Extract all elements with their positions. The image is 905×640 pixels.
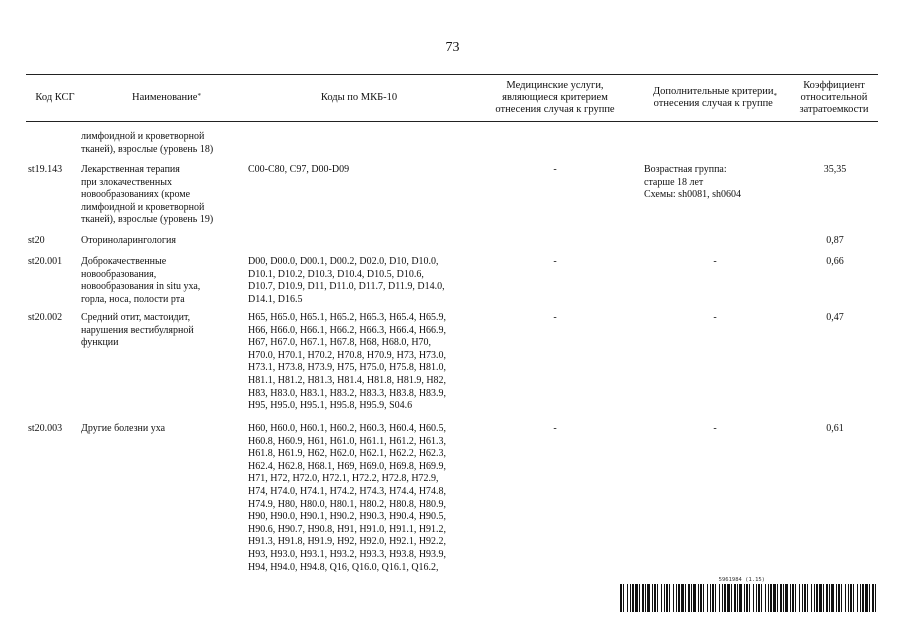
- row-5-name: Другие болезни уха: [81, 423, 166, 434]
- header-services: Медицинские услуги, являющиеся критерием отнесения случая к группе: [495, 80, 615, 115]
- header-extra-criteria: Дополнительные критерии отнесения случая к группе *: [652, 86, 778, 109]
- row-4-mkb: H65, H65.0, H65.1, H65.2, H65.3, H65.4, H65.9, H66, H66.0, H66.1, H66.2, H66.3, H66.4, H66.9, H67, H67.0, H67.1, H67.8, H68, H68.0, H70, H70.0, H70.1, H70.2, H70.8, H70.9, H73, H73.0, H73.1, H73.8, H73.9, H75, H75.0, H75.8, H81.0, H81.1, H81.2, H81.3, H81.4, H81.8, H81.9, H82, H83, H83.0, H83.1, H83.2, H83.3, H83.8, H83.9, H95, H95.0, H95.1, H95.8, H95.9, S04.6: [248, 312, 447, 412]
- row-3-mkb: D00, D00.0, D00.1, D00.2, D02.0, D10, D10.0, D10.1, D10.2, D10.3, D10.4, D10.5, D10.6, D10.7, D10.9, D11, D11.0, D11.7, D11.9, D14.0, D14.1, D16.5: [248, 256, 445, 305]
- page-number: 73: [445, 40, 460, 55]
- row-1-name: Лекарственная терапия при злокачественных новообразованиях (кроме лимфоидной и кроветворной тканей), взрослые (уровень 19): [81, 164, 214, 226]
- row-3-code: st20.001: [28, 256, 63, 267]
- row-1-mkb: C00-C80, C97, D00-D09: [248, 164, 350, 175]
- row-0-name: лимфоидной и кроветворной тканей), взрослые (уровень 18): [81, 131, 214, 155]
- document-stamp: 5961984 (1.15): [718, 577, 765, 583]
- header-mkb: Коды по МКБ-10: [320, 92, 398, 103]
- barcode-image: [620, 584, 876, 612]
- row-3-services: -: [553, 256, 557, 267]
- row-3-extra-criteria: -: [713, 256, 717, 267]
- row-1-coefficient: 35,35: [823, 164, 847, 175]
- header-name: Наименование *: [132, 92, 201, 103]
- row-1-extra-criteria: Возрастная группа: старше 18 лет Схемы: sh0081, sh0604: [644, 164, 741, 201]
- row-5-services: -: [553, 423, 557, 434]
- header-coefficient: Коэффициент относительной затратоемкости: [799, 80, 869, 115]
- row-1-code: st19.143: [28, 164, 63, 175]
- row-5-code: st20.003: [28, 423, 63, 434]
- row-3-coefficient: 0,66: [826, 256, 844, 267]
- row-1-services: -: [553, 164, 557, 175]
- row-2-coefficient: 0,87: [826, 235, 844, 246]
- row-4-extra-criteria: -: [713, 312, 717, 323]
- row-4-services: -: [553, 312, 557, 323]
- row-5-extra-criteria: -: [713, 423, 717, 434]
- table-header: [26, 74, 878, 122]
- row-2-code: st20: [28, 235, 45, 246]
- row-5-mkb: H60, H60.0, H60.1, H60.2, H60.3, H60.4, H60.5, H60.8, H60.9, H61, H61.0, H61.1, H61.2, H61.3, H61.8, H61.9, H62, H62.0, H62.1, H62.2, H62.3, H62.4, H62.8, H68.1, H69, H69.0, H69.8, H69.9, H71, H72, H72.0, H72.1, H72.2, H72.8, H72.9, H74, H74.0, H74.1, H74.2, H74.3, H74.4, H74.8, H74.9, H80, H80.0, H80.1, H80.2, H80.8, H80.9, H90, H90.0, H90.1, H90.2, H90.3, H90.4, H90.5, H90.6, H90.7, H90.8, H91, H91.0, H91.1, H91.2, H91.3, H91.8, H91.9, H92, H92.0, H92.1, H92.2, H93, H93.0, H93.1, H93.2, H93.3, H93.8, H93.9, H94, H94.0, H94.8, Q16, Q16.0, Q16.1, Q16.2,: [248, 423, 447, 573]
- row-4-coefficient: 0,47: [826, 312, 844, 323]
- row-5-coefficient: 0,61: [826, 423, 844, 434]
- row-4-name: Средний отит, мастоидит, нарушения вестибулярной функции: [81, 312, 194, 349]
- row-3-name: Доброкачественные новообразования, новообразования in situ уха, горла, носа, полости рта: [81, 256, 201, 305]
- row-2-name: Оториноларингология: [81, 235, 176, 246]
- row-4-code: st20.002: [28, 312, 63, 323]
- header-code: Код КСГ: [35, 92, 75, 103]
